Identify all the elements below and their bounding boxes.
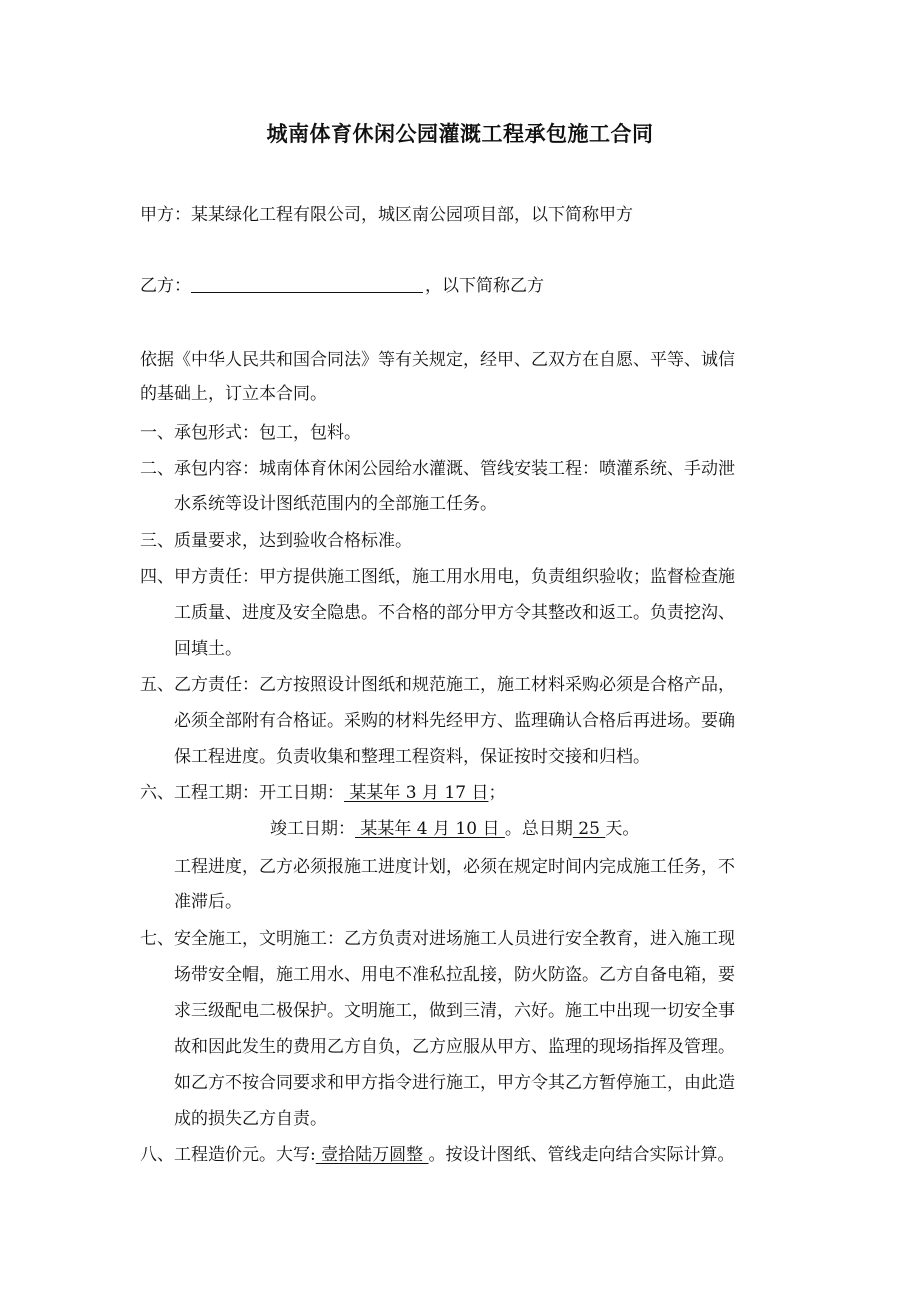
party-b-blank (191, 276, 423, 293)
clause-6-line-2 (270, 819, 639, 839)
clause-6-line-1 (140, 783, 505, 803)
total-days: 25 (572, 819, 606, 839)
clause-8-suffix: 。按设计图纸、管线走向结合实际计算。 (428, 1145, 735, 1165)
clause-7-line-2: 场带安全帽，施工用水、用电不准私拉乱接，防火防盗。乙方自备电箱，要 (174, 965, 735, 985)
party-b-label: 乙方： (140, 276, 191, 296)
clause-8-prefix: 八、工程造价元。大写: (140, 1145, 316, 1165)
days-unit: 天。 (605, 819, 640, 839)
total-days-label: 。总日期 (504, 819, 573, 839)
end-date: 某某年 4 月 10 日 (355, 819, 505, 839)
clause-5-line-1: 五、乙方责任：乙方按照设计图纸和规范施工，施工材料采购必须是合格产品， (140, 675, 735, 695)
start-date-suffix: ； (488, 783, 506, 803)
amount-words: 壹拾陆万圆整 (315, 1145, 429, 1165)
party-a-line: 甲方：某某绿化工程有限公司，城区南公园项目部，以下简称甲方 (140, 205, 633, 225)
clause-7-line-6: 成的损失乙方自责。 (174, 1109, 327, 1129)
party-b-suffix: ，以下简称乙方 (425, 276, 544, 296)
clause-2-line-1: 二、承包内容：城南体育休闲公园给水灌溉、管线安装工程：喷灌系统、手动泄 (140, 459, 735, 479)
clause-5-line-3: 保工程进度。负责收集和整理工程资料，保证按时交接和归档。 (174, 747, 650, 767)
clause-7-line-3: 求三级配电二极保护。文明施工，做到三清，六好。施工中出现一切安全事 (174, 1001, 735, 1021)
end-date-label: 竣工日期： (270, 819, 355, 839)
clause-7-line-5: 如乙方不按合同要求和甲方指令进行施工，甲方令其乙方暂停施工，由此造 (174, 1073, 735, 1093)
clause-6-line-3: 工程进度，乙方必须报施工进度计划，必须在规定时间内完成施工任务，不 (174, 857, 735, 877)
clause-4-line-1: 四、甲方责任：甲方提供施工图纸，施工用水用电，负责组织验收；监督检查施 (140, 567, 735, 587)
clause-3: 三、质量要求，达到验收合格标准。 (140, 531, 412, 551)
clause-4-line-2: 工质量、进度及安全隐患。不合格的部分甲方令其整改和返工。负责挖沟、 (174, 603, 735, 623)
start-date: 某某年 3 月 17 日 (344, 783, 489, 803)
clause-2-line-2: 水系统等设计图纸范围内的全部施工任务。 (174, 494, 497, 514)
clause-8-line-1 (140, 1145, 735, 1165)
clause-4-line-3: 回填土。 (174, 639, 242, 659)
clause-6-prefix: 六、工程工期：开工日期： (140, 783, 344, 803)
clause-7-line-4: 故和因此发生的费用乙方自负，乙方应服从甲方、监理的现场指挥及管理。 (174, 1037, 735, 1057)
clause-6-line-4: 准滞后。 (174, 892, 242, 912)
intro-line-2: 的基础上，订立本合同。 (140, 384, 327, 404)
clause-7-line-1: 七、安全施工，文明施工：乙方负责对进场施工人员进行安全教育，进入施工现 (140, 929, 735, 949)
party-b-line (140, 276, 544, 296)
clause-5-line-2: 必须全部附有合格证。采购的材料先经甲方、监理确认合格后再进场。要确 (174, 711, 735, 731)
document-title: 城南体育休闲公园灌溉工程承包施工合同 (266, 121, 654, 146)
clause-1: 一、承包形式：包工，包料。 (140, 423, 361, 443)
intro-line-1: 依据《中华人民共和国合同法》等有关规定，经甲、乙双方在自愿、平等、诚信 (140, 350, 735, 370)
